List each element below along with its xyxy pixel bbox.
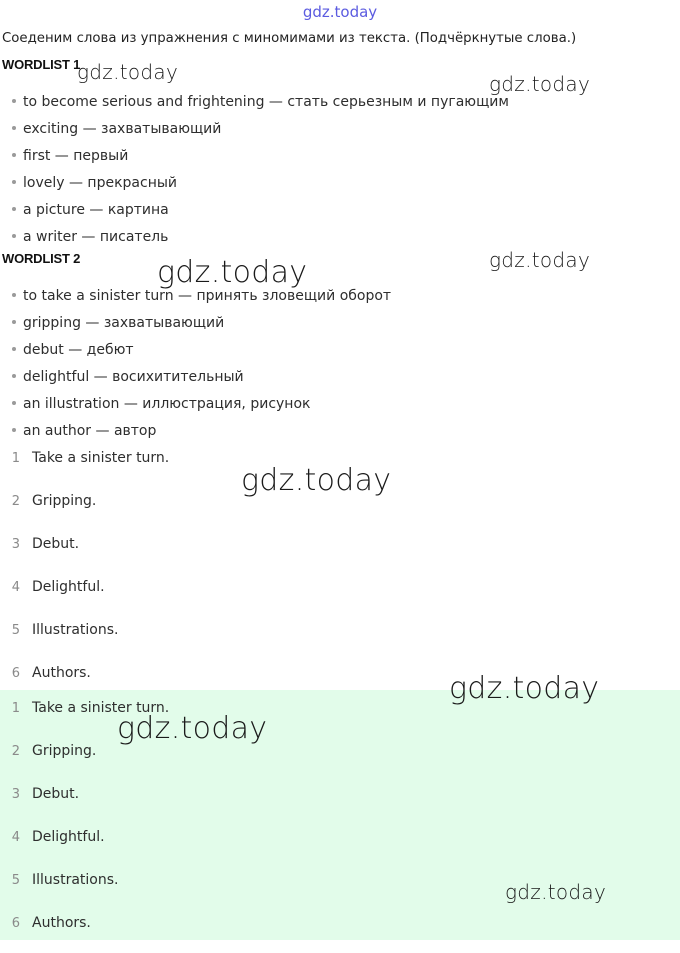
answer-number: 4 (11, 830, 20, 845)
watermark: gdz.today (77, 60, 179, 84)
bullet-icon (12, 153, 16, 157)
list-item: to take a sinister turn — принять зловещий оборот (0, 283, 680, 310)
list-item: to become serious and frightening — стать серьезным и пугающим (0, 89, 680, 116)
answer-text: Take a sinister turn. (32, 700, 170, 716)
answer-text: Debut. (32, 536, 80, 552)
answer-row (0, 574, 680, 617)
list-item: first — первый (0, 143, 680, 170)
bullet-icon (12, 234, 16, 238)
watermark: gdz.today (117, 711, 268, 746)
answer-text: Debut. (32, 786, 80, 802)
bullet-icon (12, 347, 16, 351)
answer-number: 6 (11, 666, 20, 681)
answer-row (0, 910, 680, 953)
answer-number: 1 (11, 451, 20, 466)
answer-number: 2 (11, 494, 20, 509)
list-item: a writer — писатель (0, 224, 680, 251)
bullet-icon (12, 320, 16, 324)
bullet-icon (12, 374, 16, 378)
answer-row (0, 531, 680, 574)
answer-text: Gripping. (32, 493, 97, 509)
answer-number: 1 (11, 701, 20, 716)
bullet-icon (12, 401, 16, 405)
watermark: gdz.today (449, 671, 600, 706)
list-item: an author — автор (0, 418, 680, 445)
list-item: a picture — картина (0, 197, 680, 224)
bullet-icon (12, 126, 16, 130)
list-item: lovely — прекрасный (0, 170, 680, 197)
answer-number: 3 (11, 537, 20, 552)
bullet-icon (12, 99, 16, 103)
answer-text: Authors. (32, 915, 91, 931)
top-watermark: gdz.today (302, 3, 378, 21)
bullet-icon (12, 207, 16, 211)
answer-text: Illustrations. (32, 872, 119, 888)
answer-number: 2 (11, 744, 20, 759)
answer-number: 6 (11, 916, 20, 931)
list-item: delightful — восихитительный (0, 364, 680, 391)
watermark: gdz.today (505, 880, 607, 904)
list-item: gripping — захватывающий (0, 310, 680, 337)
watermark: gdz.today (157, 255, 308, 290)
bullet-icon (12, 293, 16, 297)
bullet-icon (12, 180, 16, 184)
answer-row (0, 824, 680, 867)
bullet-icon (12, 428, 16, 432)
list-item: debut — дебют (0, 337, 680, 364)
answer-text: Delightful. (32, 829, 105, 845)
wordlist-2-heading: WORDLIST 2 (2, 251, 81, 266)
answer-number: 5 (11, 873, 20, 888)
answer-text: Illustrations. (32, 622, 119, 638)
answer-text: Authors. (32, 665, 91, 681)
wordlist-1 (0, 89, 680, 251)
answer-text: Take a sinister turn. (32, 450, 170, 466)
answer-row (0, 781, 680, 824)
answer-text: Delightful. (32, 579, 105, 595)
wordlist-1-heading: WORDLIST 1 (2, 57, 81, 72)
watermark: gdz.today (489, 72, 591, 96)
wordlist-2 (0, 283, 680, 445)
answer-text: Gripping. (32, 743, 97, 759)
watermark: gdz.today (241, 463, 392, 498)
answer-row (0, 617, 680, 660)
list-item: exciting — захватывающий (0, 116, 680, 143)
answer-number: 4 (11, 580, 20, 595)
answers-list-highlighted (0, 695, 680, 953)
watermark: gdz.today (489, 248, 591, 272)
answer-row (0, 738, 680, 781)
answer-number: 3 (11, 787, 20, 802)
answer-number: 5 (11, 623, 20, 638)
list-item: an illustration — иллюстрация, рисунок (0, 391, 680, 418)
task-instruction: Соеденим слова из упражнения с миномимами из текста. (Подчёркнутые слова.) (2, 31, 577, 46)
